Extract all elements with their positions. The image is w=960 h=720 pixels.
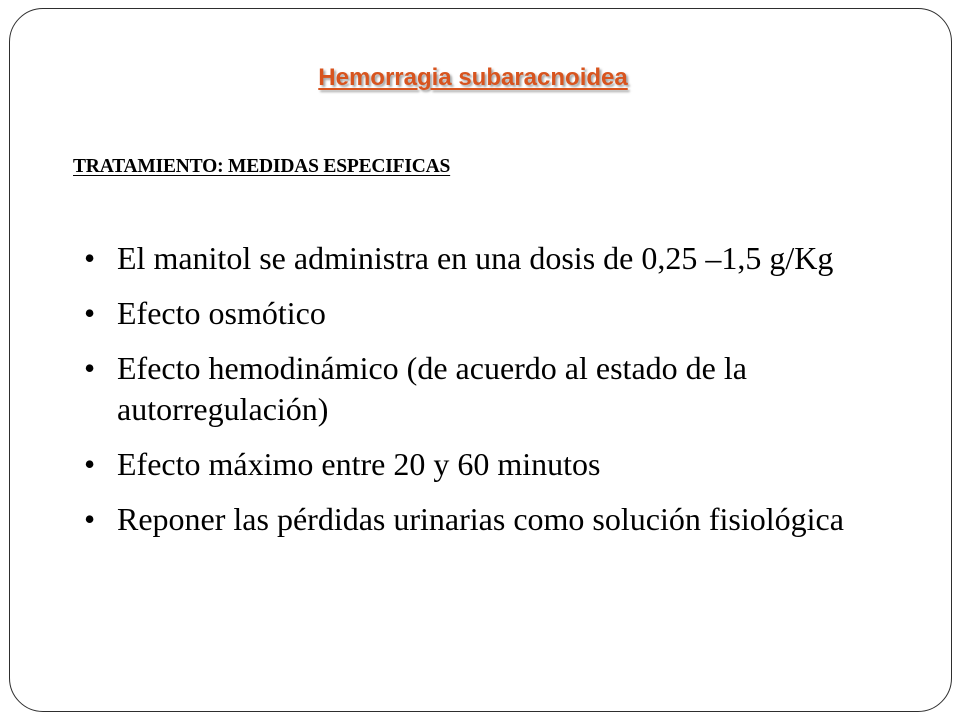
bullet-text: Efecto máximo entre 20 y 60 minutos: [117, 446, 601, 482]
bullet-list: [84, 238, 884, 554]
bullet-text: Reponer las pérdidas urinarias como solución fisiológica: [117, 501, 844, 537]
bullet-icon: •: [84, 350, 96, 386]
bullet-text: El manitol se administra en una dosis de 0,25 –1,5 g/Kg: [117, 240, 834, 276]
slide-subtitle: TRATAMIENTO: MEDIDAS ESPECIFICAS: [73, 156, 451, 177]
bullet-item: [84, 293, 884, 334]
bullet-icon: •: [84, 240, 96, 276]
bullet-icon: •: [84, 295, 96, 331]
bullet-item: [84, 444, 884, 485]
bullet-icon: •: [84, 501, 96, 537]
bullet-text: Efecto hemodinámico (de acuerdo al estado de la autorregulación): [117, 350, 747, 427]
bullet-item: [84, 348, 884, 430]
bullet-item: [84, 499, 884, 540]
bullet-item: [84, 238, 884, 279]
bullet-icon: •: [84, 446, 96, 482]
bullet-text: Efecto osmótico: [117, 295, 326, 331]
slide-title: Hemorragia subaracnoidea: [318, 64, 628, 91]
